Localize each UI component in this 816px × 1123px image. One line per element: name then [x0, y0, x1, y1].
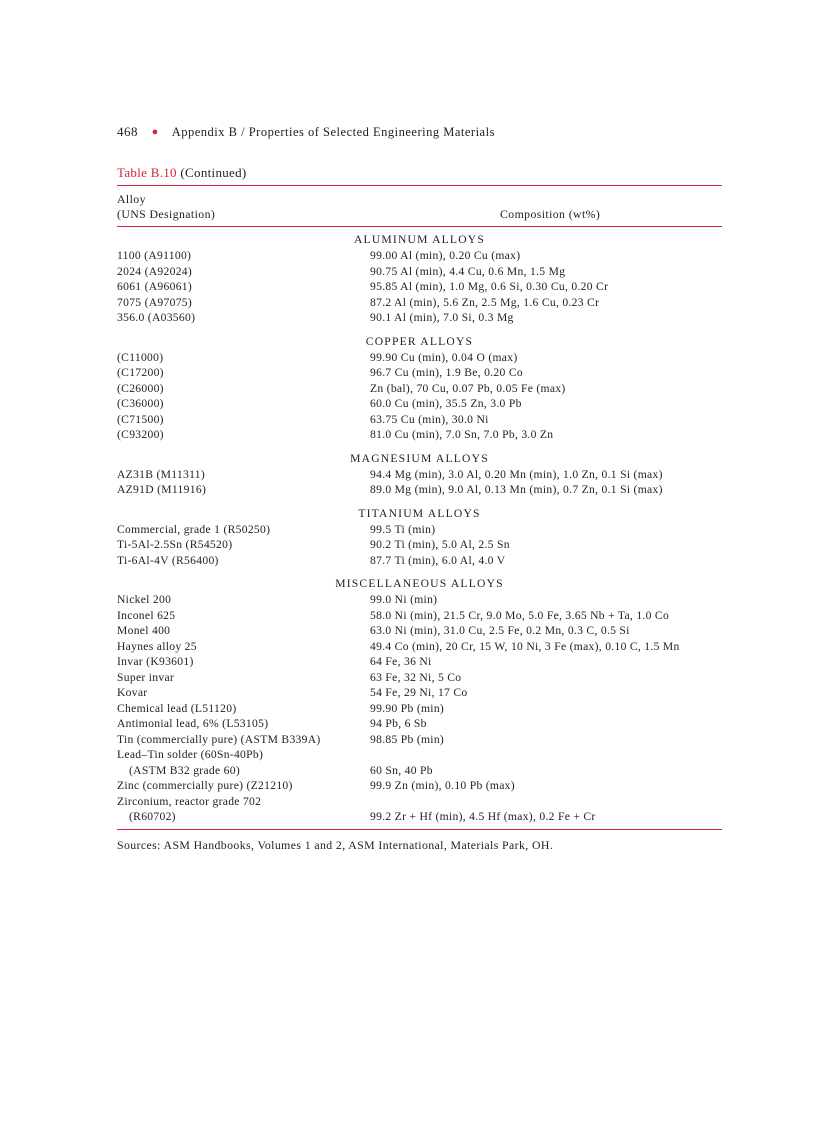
alloy-composition: 63.75 Cu (min), 30.0 Ni — [370, 412, 489, 426]
alloy-name: Kovar — [117, 686, 148, 699]
alloy-composition: 95.85 Al (min), 1.0 Mg, 0.6 Si, 0.30 Cu, 0.20 Cr — [370, 280, 609, 293]
section-title-titanium: TITANIUM ALLOYS — [358, 507, 481, 520]
col-header-composition: Composition (wt%) — [500, 207, 601, 221]
table-caption — [117, 165, 247, 181]
alloy-name: Chemical lead (L51120) — [117, 701, 237, 715]
running-head — [117, 124, 495, 140]
table-row — [117, 483, 722, 499]
section-title-aluminum: ALUMINUM ALLOYS — [353, 233, 486, 246]
table-continued: (Continued) — [180, 165, 247, 180]
table-row — [117, 624, 722, 640]
table-row — [117, 249, 722, 265]
alloy-composition: 99.2 Zr + Hf (min), 4.5 Hf (max), 0.2 Fe + Cr — [370, 810, 596, 823]
table-row — [117, 748, 722, 764]
alloy-name: (C36000) — [117, 397, 164, 410]
col-header-uns: (UNS Designation) — [117, 207, 216, 221]
table-row — [117, 296, 722, 312]
table-row — [117, 810, 722, 826]
alloy-name: Ti-6Al-4V (R56400) — [117, 553, 219, 567]
alloy-name: Lead–Tin solder (60Sn-40Pb) — [117, 748, 264, 761]
table-row — [117, 523, 722, 539]
alloy-composition: 87.2 Al (min), 5.6 Zn, 2.5 Mg, 1.6 Cu, 0.23 Cr — [370, 295, 600, 309]
alloy-name: 7075 (A97075) — [117, 295, 193, 309]
table-row — [117, 366, 722, 382]
table-row — [117, 351, 722, 367]
alloy-name: (R60702) — [129, 810, 176, 823]
alloy-composition: 60 Sn, 40 Pb — [370, 763, 433, 777]
table-row — [117, 795, 722, 811]
table-row — [117, 702, 722, 718]
alloy-composition: 81.0 Cu (min), 7.0 Sn, 7.0 Pb, 3.0 Zn — [370, 428, 554, 441]
alloy-name: Antimonial lead, 6% (L53105) — [117, 717, 269, 730]
bottom-rule — [117, 829, 722, 830]
alloy-name: 2024 (A92024) — [117, 264, 193, 278]
alloy-composition: 99.5 Ti (min) — [370, 522, 436, 536]
top-rule — [117, 185, 722, 186]
alloy-composition: 58.0 Ni (min), 21.5 Cr, 9.0 Mo, 5.0 Fe, 3.65 Nb + Ta, 1.0 Co — [370, 608, 670, 622]
table-row — [117, 538, 722, 554]
alloy-composition: 94 Pb, 6 Sb — [370, 717, 427, 730]
alloy-name: Ti-5Al-2.5Sn (R54520) — [117, 538, 233, 551]
table-row — [117, 382, 722, 398]
header-rule — [117, 226, 722, 227]
table-row — [117, 764, 722, 780]
table-row — [117, 671, 722, 687]
sources-note: Sources: ASM Handbooks, Volumes 1 and 2, ASM International, Materials Park, OH. — [117, 838, 554, 852]
alloy-name: Monel 400 — [117, 624, 171, 637]
alloy-composition: 99.00 Al (min), 0.20 Cu (max) — [370, 249, 521, 262]
alloy-composition: Zn (bal), 70 Cu, 0.07 Pb, 0.05 Fe (max) — [370, 381, 566, 395]
alloy-name: Invar (K93601) — [117, 655, 194, 668]
alloy-composition: 87.7 Ti (min), 6.0 Al, 4.0 V — [370, 553, 506, 567]
alloy-name: (C17200) — [117, 366, 164, 379]
table-row — [117, 779, 722, 795]
table-row — [117, 717, 722, 733]
alloy-name: Haynes alloy 25 — [117, 639, 197, 653]
alloy-name: Zirconium, reactor grade 702 — [117, 794, 262, 808]
table-row — [117, 686, 722, 702]
alloy-name: AZ31B (M11311) — [117, 467, 206, 481]
alloy-name: (C26000) — [117, 381, 164, 395]
alloy-composition: 99.90 Cu (min), 0.04 O (max) — [370, 350, 518, 364]
table-row — [117, 593, 722, 609]
alloy-composition: 99.0 Ni (min) — [370, 593, 438, 606]
table-row — [117, 655, 722, 671]
table-row — [117, 733, 722, 749]
alloy-name: 356.0 (A03560) — [117, 311, 196, 324]
page-number: 468 — [117, 124, 138, 139]
table-row — [117, 609, 722, 625]
table-row — [117, 468, 722, 484]
alloy-name: Super invar — [117, 670, 175, 684]
table-label: Table B.10 — [117, 165, 177, 180]
alloy-name: Commercial, grade 1 (R50250) — [117, 522, 271, 536]
alloy-name: (C71500) — [117, 412, 164, 426]
table-row — [117, 265, 722, 281]
bullet-icon: ● — [151, 126, 159, 138]
alloy-name: Nickel 200 — [117, 593, 172, 606]
table-row — [117, 428, 722, 444]
alloy-name: Zinc (commercially pure) (Z21210) — [117, 779, 293, 792]
alloy-composition: 64 Fe, 36 Ni — [370, 655, 432, 668]
alloy-name: Inconel 625 — [117, 608, 176, 622]
alloy-composition: 99.9 Zn (min), 0.10 Pb (max) — [370, 779, 515, 792]
running-title: Appendix B / Properties of Selected Engineering Materials — [171, 125, 495, 139]
alloy-composition: 90.1 Al (min), 7.0 Si, 0.3 Mg — [370, 311, 514, 324]
section-title-misc: MISCELLANEOUS ALLOYS — [335, 577, 504, 590]
alloy-composition: 60.0 Cu (min), 35.5 Zn, 3.0 Pb — [370, 397, 522, 410]
table-row — [117, 280, 722, 296]
alloy-name: Tin (commercially pure) (ASTM B339A) — [117, 732, 321, 746]
alloy-composition: 96.7 Cu (min), 1.9 Be, 0.20 Co — [370, 366, 523, 379]
alloy-composition: 90.75 Al (min), 4.4 Cu, 0.6 Mn, 1.5 Mg — [370, 264, 566, 278]
col-header-alloy: Alloy — [117, 192, 146, 206]
alloy-name: (ASTM B32 grade 60) — [129, 763, 240, 777]
alloy-composition: 63.0 Ni (min), 31.0 Cu, 2.5 Fe, 0.2 Mn, 0.3 C, 0.5 Si — [370, 624, 630, 637]
alloy-composition: 98.85 Pb (min) — [370, 732, 445, 746]
alloy-name: 1100 (A91100) — [117, 249, 192, 262]
alloy-name: (C93200) — [117, 428, 164, 441]
alloy-composition: 54 Fe, 29 Ni, 17 Co — [370, 686, 468, 699]
alloy-composition: 94.4 Mg (min), 3.0 Al, 0.20 Mn (min), 1.0 Zn, 0.1 Si (max) — [370, 467, 663, 481]
table-row — [117, 554, 722, 570]
section-title-copper: COPPER ALLOYS — [365, 335, 474, 348]
alloy-composition: 89.0 Mg (min), 9.0 Al, 0.13 Mn (min), 0.7 Zn, 0.1 Si (max) — [370, 483, 663, 496]
alloy-name: AZ91D (M11916) — [117, 483, 207, 496]
alloy-composition: 63 Fe, 32 Ni, 5 Co — [370, 670, 462, 684]
alloy-composition: 49.4 Co (min), 20 Cr, 15 W, 10 Ni, 3 Fe (max), 0.10 C, 1.5 Mn — [370, 639, 680, 653]
alloy-name: 6061 (A96061) — [117, 280, 193, 293]
alloy-composition: 90.2 Ti (min), 5.0 Al, 2.5 Sn — [370, 538, 510, 551]
table-row — [117, 413, 722, 429]
alloy-composition: 99.90 Pb (min) — [370, 701, 445, 715]
table-row — [117, 311, 722, 327]
alloy-name: (C11000) — [117, 350, 164, 364]
table-row — [117, 640, 722, 656]
section-title-magnesium: MAGNESIUM ALLOYS — [350, 452, 489, 465]
table-row — [117, 397, 722, 413]
